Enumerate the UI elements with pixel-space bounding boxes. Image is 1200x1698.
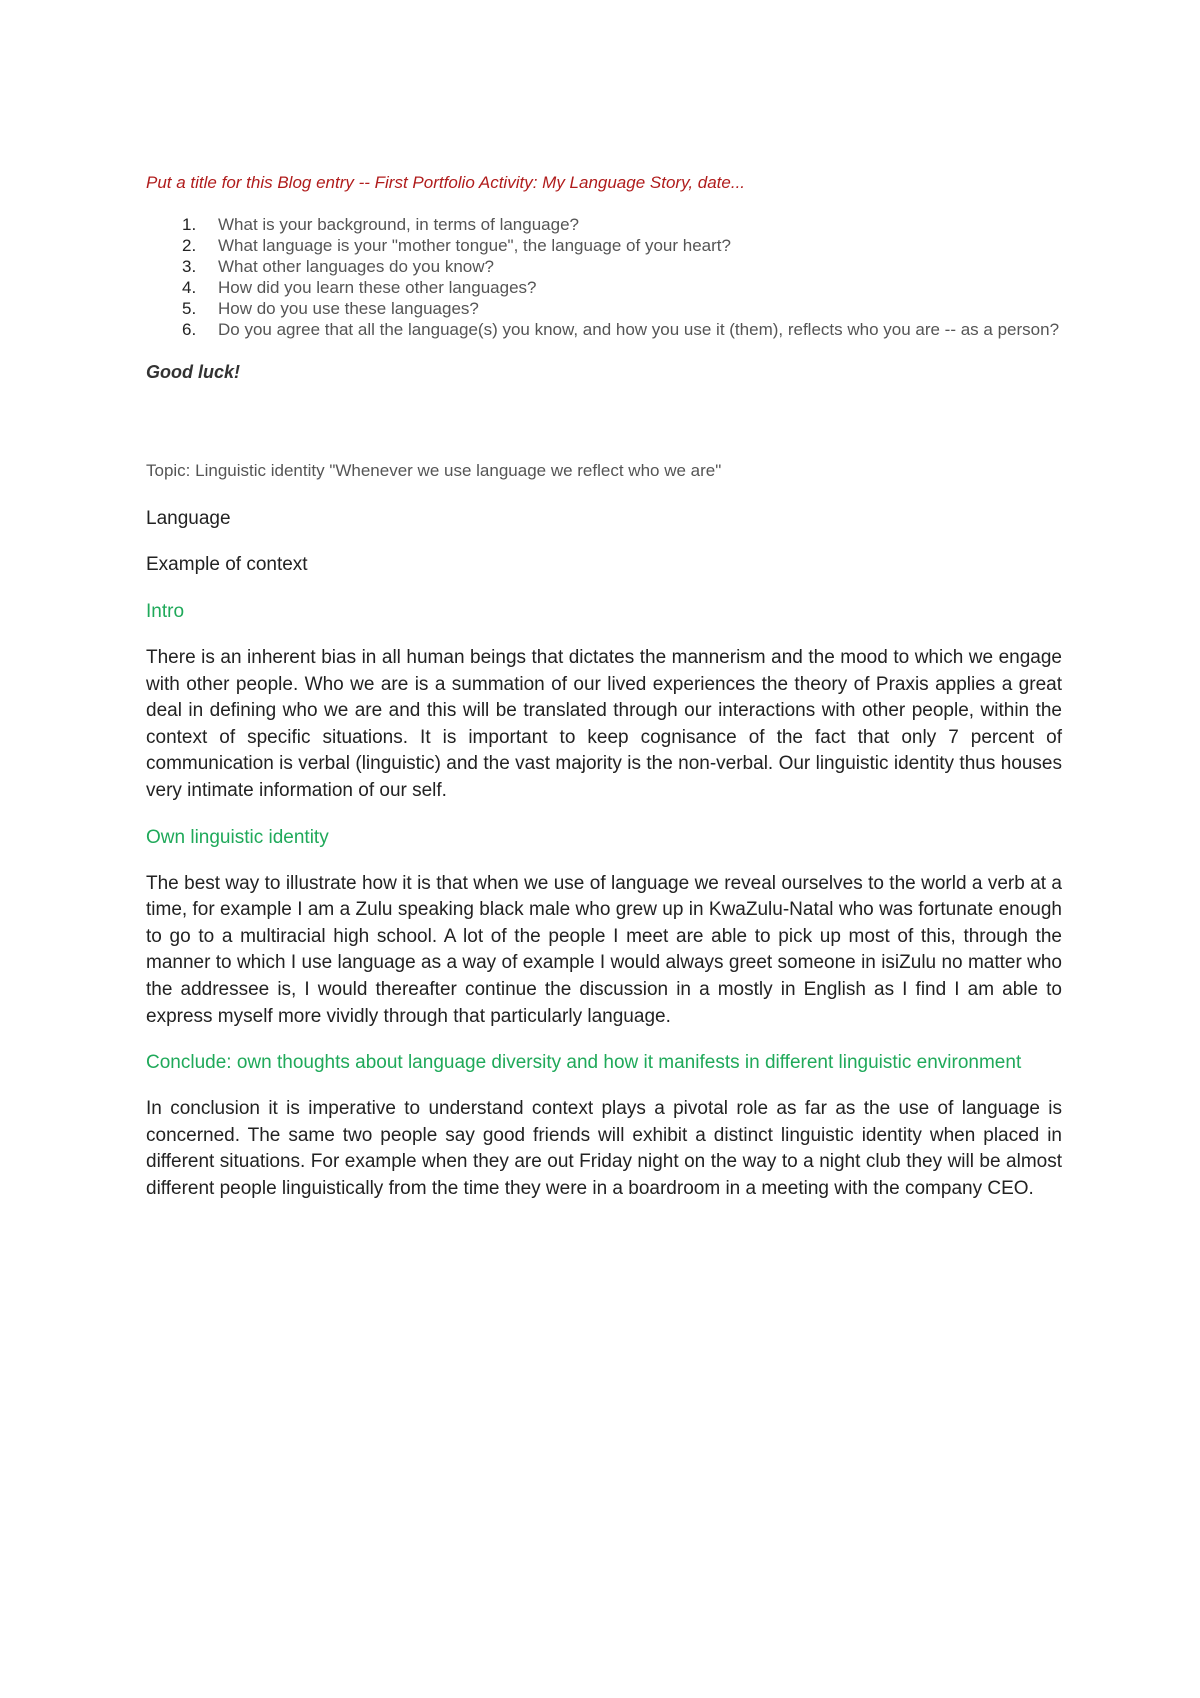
question-item (146, 235, 1062, 256)
question-item (146, 214, 1062, 235)
question-number: 4. (182, 278, 197, 297)
blog-title-prompt: Put a title for this Blog entry -- First Portfolio Activity: My Language Story, date... (146, 173, 746, 192)
question-item (146, 256, 1062, 277)
question-item (146, 277, 1062, 298)
question-item (146, 298, 1062, 319)
section-body-intro: There is an inherent bias in all human beings that dictates the mannerism and the mood to which we engage with other people. Who we are is a summation of our lived experiences the theory of Praxis applies a great deal in defining who we are and this will be translated through our interactions with other people, within the context of specific situations. It is important to keep cognisance of the fact that only 7 percent of communication is verbal (linguistic) and the vast majority is the non-verbal. Our linguistic identity thus houses very intimate information of our self. (146, 647, 1062, 801)
question-text: How do you use these languages? (218, 299, 479, 318)
question-text: Do you agree that all the language(s) you know, and how you use it (them), reflects who you are -- as a person? (218, 320, 1060, 339)
question-list (146, 214, 1062, 340)
topic-line: Topic: Linguistic identity "Whenever we use language we reflect who we are" (146, 461, 722, 480)
section-body-own-identity: The best way to illustrate how it is that when we use of language we reveal ourselves to the world a verb at a time, for example I am a Zulu speaking black male who grew up in KwaZulu-Natal who was fortunate enough to go to a multiracial high school. A lot of the people I meet are able to pick up most of this, through the manner to which I use language as a way of example I would always greet someone in isiZulu no matter who the addressee is, I would thereafter continue the discussion in a mostly in English as I find I am able to express myself more vividly through that particularly language. (146, 872, 1062, 1027)
question-number: 5. (182, 299, 197, 318)
question-text: What other languages do you know? (218, 257, 494, 276)
question-text: What language is your "mother tongue", the language of your heart? (218, 236, 731, 255)
good-luck-note: Good luck! (146, 362, 240, 382)
language-label: Language (146, 508, 231, 529)
section-body-conclusion: In conclusion it is imperative to understand context plays a pivotal role as far as the use of language is concerned. The same two people say good friends will exhibit a distinct linguistic identity when placed in different situations. For example when they are out Friday night on the way to a night club they will be almost different people linguistically from the time they were in a boardroom in a meeting with the company CEO. (146, 1098, 1062, 1199)
document-page (146, 172, 1062, 1223)
example-context-label: Example of context (146, 554, 308, 575)
question-item (146, 319, 1062, 340)
question-number: 3. (182, 257, 197, 276)
question-number: 6. (182, 320, 197, 339)
question-text: What is your background, in terms of language? (218, 215, 579, 234)
question-number: 2. (182, 236, 197, 255)
section-heading-conclusion: Conclude: own thoughts about language diversity and how it manifests in different linguistic environment (146, 1052, 1022, 1074)
section-heading-intro: Intro (146, 601, 185, 622)
question-number: 1. (182, 215, 197, 234)
section-heading-own-identity: Own linguistic identity (146, 826, 329, 848)
question-text: How did you learn these other languages? (218, 278, 537, 297)
